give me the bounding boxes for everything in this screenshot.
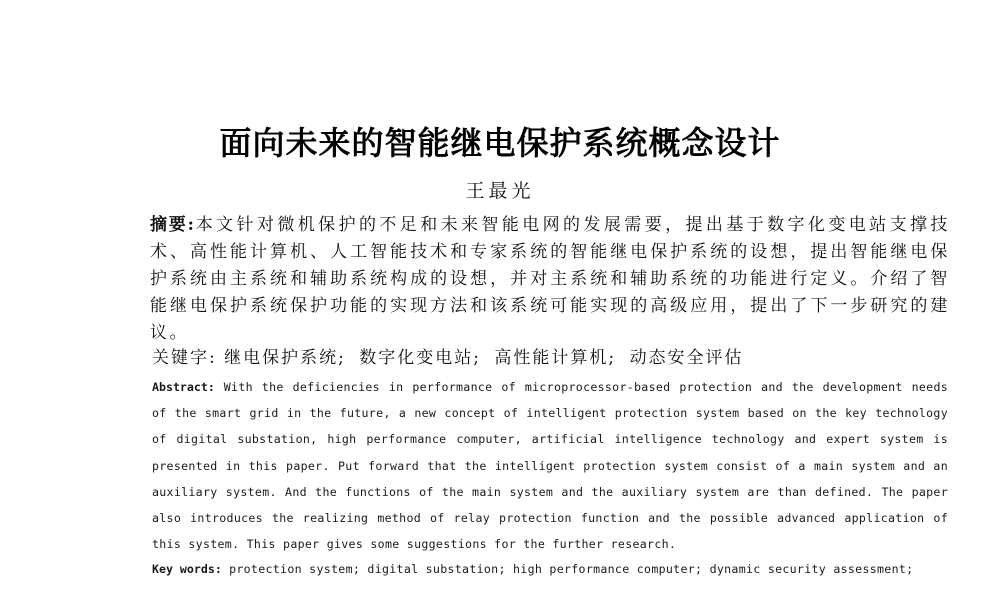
author-name: 王最光	[465, 180, 535, 202]
chinese-abstract-text: 本文针对微机保护的不足和未来智能电网的发展需要，提出基于数字化变电站支撑技术、高性能计算机、人工智能技术和专家系统的智能继电保护系统的设想，提出智能继电保护系统由主系统和辅助系统构成的设想，并对主系统和辅助系统的功能进行定义。介绍了智能继电保护系统保护功能的实现方法和该系统可能实现的高级应用，提出了下一步研究的建议。	[150, 215, 951, 343]
chinese-keywords-label: 关键字:	[152, 348, 217, 368]
chinese-keyword-item: 动态安全评估	[629, 348, 744, 368]
english-keywords-text: protection system; digital substation; high performance computer; dynamic security assessment;	[229, 562, 914, 576]
english-abstract-text: With the deficiencies in performance of microprocessor-based protection and the development needs of the smart grid in the future, a new concept of intelligent protection system based on the key technology of digital substation, high performance computer, artificial intelligence technology and expert system is presented in this paper. Put forward that the intelligent protection system consist of a main system and an auxiliary system. And the functions of the main system and the auxiliary system are than defined. The paper also introduces the realizing method of relay protection function and the possible advanced application of this system. This paper gives some suggestions for the further research.	[152, 380, 949, 552]
english-keywords-label: Key words:	[152, 562, 222, 576]
english-abstract-label: Abstract:	[152, 380, 215, 394]
chinese-keyword-item: 继电保护系统;	[224, 348, 346, 368]
chinese-keyword-item: 高性能计算机;	[494, 348, 617, 368]
chinese-keyword-item: 数字化变电站;	[359, 348, 482, 368]
chinese-abstract	[150, 212, 950, 347]
english-keywords	[152, 559, 952, 579]
english-abstract	[152, 374, 948, 557]
chinese-keywords	[152, 346, 952, 370]
paper-title: 面向未来的智能继电保护系统概念设计	[219, 124, 781, 162]
chinese-abstract-label: 摘要:	[150, 215, 195, 235]
